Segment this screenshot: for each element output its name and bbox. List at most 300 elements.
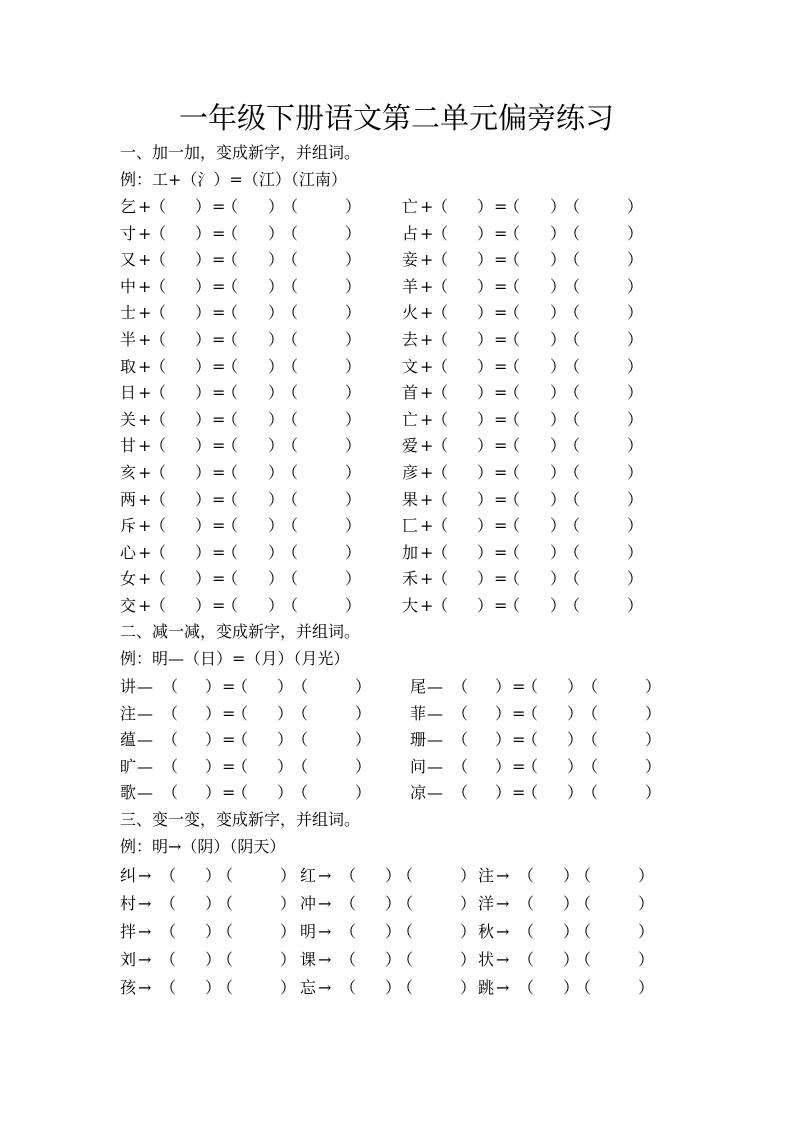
right-paren: ） <box>195 489 212 509</box>
base-character: 状 <box>478 950 495 969</box>
right-paren: ） <box>627 197 644 216</box>
right-paren: ） <box>477 436 494 456</box>
left-paren: （ <box>432 197 449 216</box>
equals-sign: = <box>494 250 508 270</box>
left-paren: （ <box>282 223 299 243</box>
left-paren: （ <box>232 783 249 802</box>
left-paren: （ <box>222 463 239 482</box>
right-paren: ） <box>627 489 644 509</box>
plus-sign: + <box>420 436 434 456</box>
right-paren: ） <box>345 463 362 482</box>
right-paren: ） <box>205 950 222 969</box>
plus-sign: + <box>420 250 434 270</box>
right-paren: ） <box>195 383 212 403</box>
equals-sign: = <box>512 703 526 723</box>
right-paren: ） <box>345 409 362 429</box>
base-character: 亡 <box>402 197 419 216</box>
left-paren: （ <box>518 866 535 885</box>
right-paren: ） <box>195 330 212 349</box>
equals-sign: = <box>494 569 508 589</box>
plus-sign: + <box>420 463 434 482</box>
base-character: 禾 <box>402 569 419 589</box>
left-paren: （ <box>282 569 299 589</box>
left-paren: （ <box>282 489 299 509</box>
right-paren: ） <box>477 463 494 482</box>
plus-sign: + <box>420 276 434 296</box>
left-paren: （ <box>282 356 299 376</box>
base-character: 蕴 <box>120 730 137 749</box>
base-character: 甘 <box>120 436 137 456</box>
right-paren: ） <box>550 197 567 216</box>
left-paren: （ <box>150 383 167 403</box>
left-paren: （ <box>432 489 449 509</box>
right-paren: ） <box>195 569 212 589</box>
left-paren: （ <box>150 276 167 296</box>
plus-sign: + <box>138 383 152 403</box>
base-character: 孩 <box>120 978 137 997</box>
base-character: 女 <box>120 569 137 589</box>
right-paren: ） <box>205 894 222 913</box>
right-paren: ） <box>550 463 567 482</box>
left-paren: （ <box>564 383 581 403</box>
base-character: 注 <box>120 703 137 723</box>
plus-sign: + <box>138 542 152 562</box>
left-paren: （ <box>340 922 357 941</box>
right-paren: ） <box>355 783 372 802</box>
right-paren: ） <box>460 894 477 913</box>
arrow-icon: → <box>496 922 510 941</box>
right-paren: ） <box>645 677 662 696</box>
left-paren: （ <box>452 756 469 776</box>
left-paren: （ <box>564 596 581 615</box>
base-character: 忘 <box>300 978 317 997</box>
left-paren: （ <box>582 783 599 802</box>
right-paren: ） <box>477 516 494 536</box>
plus-sign: + <box>420 409 434 429</box>
right-paren: ） <box>195 436 212 456</box>
base-character: 课 <box>300 950 317 969</box>
left-paren: （ <box>162 677 179 696</box>
right-paren: ） <box>550 596 567 615</box>
right-paren: ） <box>550 330 567 349</box>
right-paren: ） <box>277 677 294 696</box>
right-paren: ） <box>355 730 372 749</box>
left-paren: （ <box>432 330 449 349</box>
left-paren: （ <box>217 894 234 913</box>
right-paren: ） <box>645 703 662 723</box>
right-paren: ） <box>280 922 297 941</box>
equals-sign: = <box>212 383 226 403</box>
base-character: 菲 <box>410 703 427 723</box>
left-paren: （ <box>282 250 299 270</box>
plus-sign: + <box>420 542 434 562</box>
left-paren: （ <box>150 542 167 562</box>
right-paren: ） <box>268 383 285 403</box>
right-paren: ） <box>550 356 567 376</box>
base-character: 首 <box>402 383 419 403</box>
base-character: 关 <box>120 409 137 429</box>
section-3-example: 例：明→（阴）（阴天） <box>120 837 286 856</box>
left-paren: （ <box>340 978 357 997</box>
left-paren: （ <box>162 703 179 723</box>
right-paren: ） <box>345 542 362 562</box>
right-paren: ） <box>195 409 212 429</box>
equals-sign: = <box>494 223 508 243</box>
left-paren: （ <box>282 596 299 615</box>
left-paren: （ <box>292 783 309 802</box>
left-paren: （ <box>150 489 167 509</box>
equals-sign: = <box>212 223 226 243</box>
right-paren: ） <box>550 303 567 323</box>
right-paren: ） <box>627 436 644 456</box>
equals-sign: = <box>512 756 526 776</box>
equals-sign: = <box>212 409 226 429</box>
left-paren: （ <box>282 516 299 536</box>
right-paren: ） <box>280 894 297 913</box>
base-character: 讲 <box>120 677 137 696</box>
left-paren: （ <box>518 950 535 969</box>
right-paren: ） <box>627 303 644 323</box>
equals-sign: = <box>212 489 226 509</box>
right-paren: ） <box>477 250 494 270</box>
left-paren: （ <box>564 223 581 243</box>
base-character: 注 <box>478 866 495 885</box>
minus-sign: — <box>137 756 153 776</box>
left-paren: （ <box>160 950 177 969</box>
right-paren: ） <box>195 223 212 243</box>
left-paren: （ <box>222 436 239 456</box>
left-paren: （ <box>504 303 521 323</box>
right-paren: ） <box>195 197 212 216</box>
minus-sign: — <box>427 756 443 776</box>
equals-sign: = <box>212 569 226 589</box>
right-paren: ） <box>495 703 512 723</box>
right-paren: ） <box>345 596 362 615</box>
equals-sign: = <box>212 276 226 296</box>
plus-sign: + <box>420 383 434 403</box>
left-paren: （ <box>504 569 521 589</box>
left-paren: （ <box>432 463 449 482</box>
plus-sign: + <box>138 409 152 429</box>
right-paren: ） <box>205 703 222 723</box>
plus-sign: + <box>420 223 434 243</box>
plus-sign: + <box>420 356 434 376</box>
left-paren: （ <box>564 489 581 509</box>
left-paren: （ <box>504 223 521 243</box>
right-paren: ） <box>550 250 567 270</box>
right-paren: ） <box>205 677 222 696</box>
right-paren: ） <box>567 703 584 723</box>
left-paren: （ <box>432 356 449 376</box>
base-character: 交 <box>120 596 137 615</box>
right-paren: ） <box>268 276 285 296</box>
left-paren: （ <box>522 756 539 776</box>
left-paren: （ <box>282 276 299 296</box>
base-character: 珊 <box>410 730 427 749</box>
minus-sign: — <box>427 730 443 749</box>
left-paren: （ <box>504 197 521 216</box>
equals-sign: = <box>212 516 226 536</box>
equals-sign: = <box>494 303 508 323</box>
right-paren: ） <box>205 756 222 776</box>
right-paren: ） <box>645 756 662 776</box>
left-paren: （ <box>564 330 581 349</box>
base-character: 寸 <box>120 223 137 243</box>
left-paren: （ <box>292 703 309 723</box>
right-paren: ） <box>268 356 285 376</box>
right-paren: ） <box>550 409 567 429</box>
equals-sign: = <box>494 276 508 296</box>
right-paren: ） <box>627 383 644 403</box>
left-paren: （ <box>432 383 449 403</box>
left-paren: （ <box>222 596 239 615</box>
right-paren: ） <box>205 978 222 997</box>
left-paren: （ <box>217 950 234 969</box>
left-paren: （ <box>432 569 449 589</box>
left-paren: （ <box>222 516 239 536</box>
left-paren: （ <box>504 330 521 349</box>
right-paren: ） <box>268 223 285 243</box>
right-paren: ） <box>638 950 655 969</box>
left-paren: （ <box>162 730 179 749</box>
right-paren: ） <box>280 866 297 885</box>
left-paren: （ <box>340 866 357 885</box>
plus-sign: + <box>138 516 152 536</box>
right-paren: ） <box>550 542 567 562</box>
left-paren: （ <box>518 922 535 941</box>
base-character: 心 <box>120 542 137 562</box>
arrow-icon: → <box>138 978 152 997</box>
right-paren: ） <box>495 730 512 749</box>
right-paren: ） <box>627 250 644 270</box>
left-paren: （ <box>217 922 234 941</box>
left-paren: （ <box>150 250 167 270</box>
minus-sign: — <box>427 783 443 802</box>
right-paren: ） <box>385 894 402 913</box>
equals-sign: = <box>494 356 508 376</box>
base-character: 拌 <box>120 922 137 941</box>
base-character: 日 <box>120 383 137 403</box>
left-paren: （ <box>504 276 521 296</box>
left-paren: （ <box>150 569 167 589</box>
plus-sign: + <box>420 596 434 615</box>
right-paren: ） <box>345 303 362 323</box>
left-paren: （ <box>432 409 449 429</box>
left-paren: （ <box>282 542 299 562</box>
left-paren: （ <box>160 922 177 941</box>
left-paren: （ <box>217 866 234 885</box>
equals-sign: = <box>212 197 226 216</box>
plus-sign: + <box>420 330 434 349</box>
right-paren: ） <box>355 756 372 776</box>
right-paren: ） <box>567 730 584 749</box>
right-paren: ） <box>563 950 580 969</box>
equals-sign: = <box>494 596 508 615</box>
left-paren: （ <box>522 783 539 802</box>
left-paren: （ <box>575 866 592 885</box>
minus-sign: — <box>427 703 443 723</box>
left-paren: （ <box>282 436 299 456</box>
right-paren: ） <box>550 436 567 456</box>
base-character: 果 <box>402 489 419 509</box>
arrow-icon: → <box>496 894 510 913</box>
right-paren: ） <box>205 866 222 885</box>
base-character: 彦 <box>402 463 419 482</box>
right-paren: ） <box>460 866 477 885</box>
left-paren: （ <box>582 756 599 776</box>
right-paren: ） <box>477 542 494 562</box>
left-paren: （ <box>222 356 239 376</box>
equals-sign: = <box>494 463 508 482</box>
right-paren: ） <box>495 783 512 802</box>
left-paren: （ <box>504 516 521 536</box>
right-paren: ） <box>277 783 294 802</box>
left-paren: （ <box>504 489 521 509</box>
plus-sign: + <box>138 489 152 509</box>
right-paren: ） <box>345 197 362 216</box>
arrow-icon: → <box>496 866 510 885</box>
right-paren: ） <box>477 596 494 615</box>
left-paren: （ <box>232 677 249 696</box>
plus-sign: + <box>138 330 152 349</box>
left-paren: （ <box>222 542 239 562</box>
right-paren: ） <box>268 303 285 323</box>
left-paren: （ <box>564 436 581 456</box>
left-paren: （ <box>222 569 239 589</box>
section-3-heading: 三、变一变，变成新字，并组词。 <box>120 810 361 829</box>
left-paren: （ <box>282 383 299 403</box>
right-paren: ） <box>627 330 644 349</box>
base-character: 两 <box>120 489 137 509</box>
left-paren: （ <box>222 409 239 429</box>
right-paren: ） <box>268 197 285 216</box>
right-paren: ） <box>195 542 212 562</box>
right-paren: ） <box>550 489 567 509</box>
left-paren: （ <box>432 516 449 536</box>
arrow-icon: → <box>138 922 152 941</box>
right-paren: ） <box>345 569 362 589</box>
base-character: 爱 <box>402 436 419 456</box>
arrow-icon: → <box>318 922 332 941</box>
right-paren: ） <box>627 223 644 243</box>
right-paren: ） <box>280 950 297 969</box>
section-2-example: 例：明—（日）=（月）（月光） <box>120 649 350 668</box>
base-character: 又 <box>120 250 137 270</box>
right-paren: ） <box>460 978 477 997</box>
right-paren: ） <box>638 922 655 941</box>
left-paren: （ <box>150 330 167 349</box>
right-paren: ） <box>627 569 644 589</box>
left-paren: （ <box>397 950 414 969</box>
plus-sign: + <box>420 197 434 216</box>
plus-sign: + <box>138 356 152 376</box>
base-character: 凉 <box>410 783 427 802</box>
right-paren: ） <box>277 756 294 776</box>
left-paren: （ <box>397 894 414 913</box>
plus-sign: + <box>420 569 434 589</box>
base-character: 明 <box>300 922 317 941</box>
left-paren: （ <box>222 303 239 323</box>
right-paren: ） <box>277 703 294 723</box>
plus-sign: + <box>138 596 152 615</box>
right-paren: ） <box>477 569 494 589</box>
minus-sign: — <box>137 703 153 723</box>
equals-sign: = <box>222 677 236 696</box>
plus-sign: + <box>420 303 434 323</box>
right-paren: ） <box>268 330 285 349</box>
left-paren: （ <box>518 894 535 913</box>
base-character: 秋 <box>478 922 495 941</box>
right-paren: ） <box>195 276 212 296</box>
section-1-example: 例：工+（氵）=（江）（江南） <box>120 170 347 189</box>
base-character: 去 <box>402 330 419 349</box>
right-paren: ） <box>345 250 362 270</box>
equals-sign: = <box>494 542 508 562</box>
right-paren: ） <box>563 894 580 913</box>
left-paren: （ <box>522 730 539 749</box>
left-paren: （ <box>217 978 234 997</box>
arrow-icon: → <box>496 978 510 997</box>
arrow-icon: → <box>138 894 152 913</box>
right-paren: ） <box>563 922 580 941</box>
right-paren: ） <box>627 463 644 482</box>
left-paren: （ <box>575 922 592 941</box>
plus-sign: + <box>138 569 152 589</box>
left-paren: （ <box>504 436 521 456</box>
right-paren: ） <box>268 542 285 562</box>
right-paren: ） <box>627 356 644 376</box>
right-paren: ） <box>268 516 285 536</box>
left-paren: （ <box>222 489 239 509</box>
left-paren: （ <box>282 197 299 216</box>
equals-sign: = <box>222 703 236 723</box>
equals-sign: = <box>222 756 236 776</box>
base-character: 刘 <box>120 950 137 969</box>
equals-sign: = <box>212 330 226 349</box>
left-paren: （ <box>150 356 167 376</box>
plus-sign: + <box>138 436 152 456</box>
base-character: 文 <box>402 356 419 376</box>
minus-sign: — <box>427 677 443 696</box>
left-paren: （ <box>160 894 177 913</box>
left-paren: （ <box>282 409 299 429</box>
left-paren: （ <box>282 330 299 349</box>
right-paren: ） <box>563 866 580 885</box>
equals-sign: = <box>222 730 236 749</box>
left-paren: （ <box>150 303 167 323</box>
left-paren: （ <box>222 223 239 243</box>
right-paren: ） <box>550 383 567 403</box>
equals-sign: = <box>494 383 508 403</box>
base-character: 取 <box>120 356 137 376</box>
base-character: 旷 <box>120 756 137 776</box>
right-paren: ） <box>268 409 285 429</box>
left-paren: （ <box>582 730 599 749</box>
right-paren: ） <box>567 677 584 696</box>
right-paren: ） <box>345 516 362 536</box>
left-paren: （ <box>575 894 592 913</box>
left-paren: （ <box>432 276 449 296</box>
base-character: 尾 <box>410 677 427 696</box>
left-paren: （ <box>282 463 299 482</box>
equals-sign: = <box>512 783 526 802</box>
plus-sign: + <box>420 489 434 509</box>
left-paren: （ <box>160 978 177 997</box>
right-paren: ） <box>638 894 655 913</box>
right-paren: ） <box>627 596 644 615</box>
right-paren: ） <box>550 516 567 536</box>
base-character: 洋 <box>478 894 495 913</box>
